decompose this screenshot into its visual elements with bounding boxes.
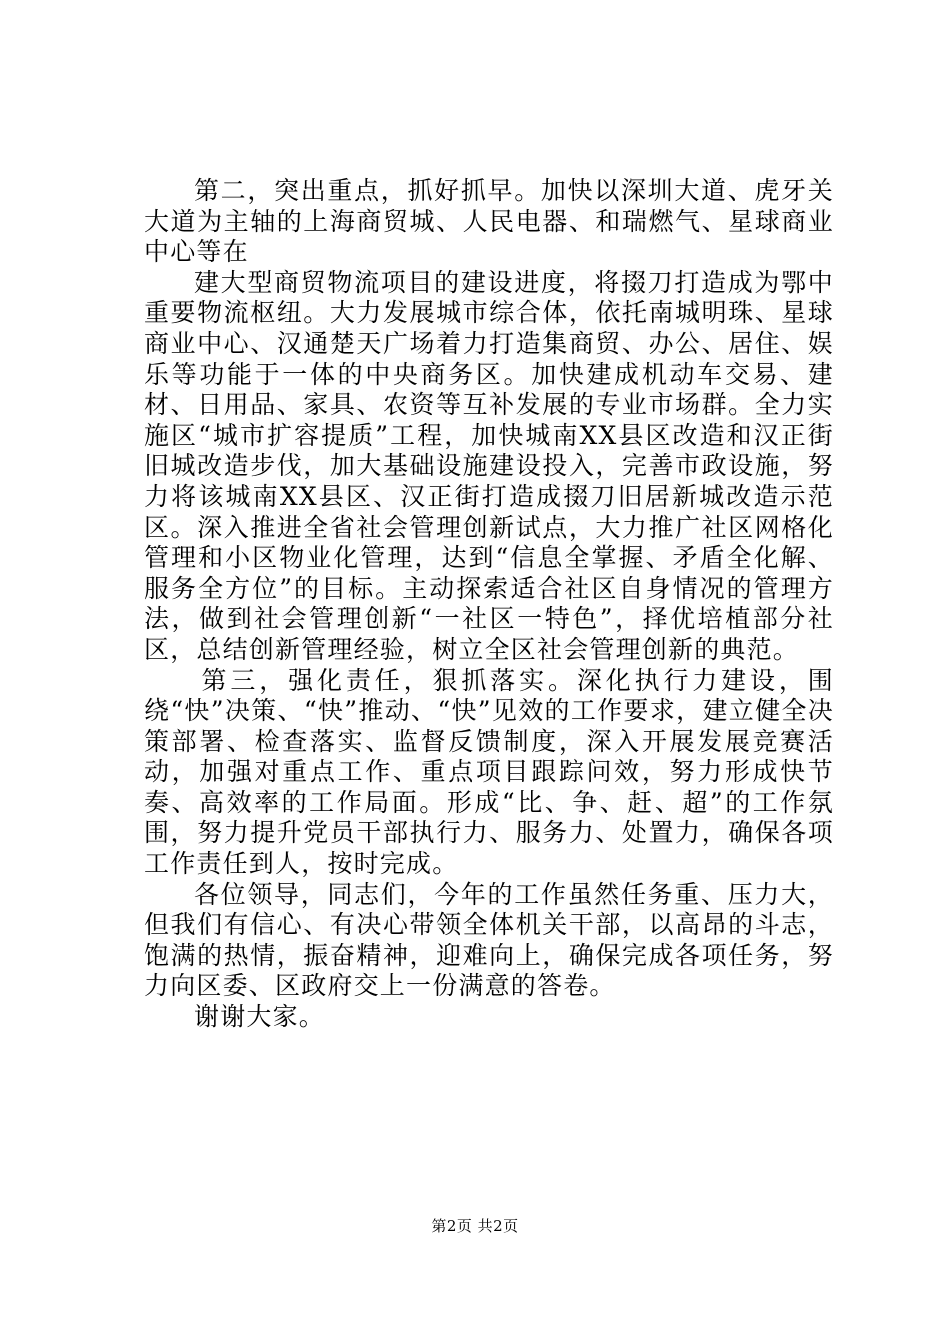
paragraph-second-point: 第二，突出重点，抓好抓早。加快以深圳大道、虎牙关大道为主轴的上海商贸城、人民电器、和瑞燃气、星球商业中心等在 bbox=[144, 176, 834, 267]
page-number-footer: 第2页 共2页 bbox=[431, 1217, 519, 1235]
paragraph-closing-remarks: 各位领导，同志们，今年的工作虽然任务重、压力大，但我们有信心、有决心带领全体机关干部，以高昂的斗志，饱满的热情，振奋精神，迎难向上，确保完成各项任务，努力向区委、区政府交上一份满意的答卷。 bbox=[144, 879, 834, 1001]
paragraph-third-point: 第三，强化责任，狠抓落实。深化执行力建设，围绕“快”决策、“快”推动、“快”见效的工作要求，建立健全决策部署、检查落实、监督反馈制度，深入开展发展竞赛活动，加强对重点工作、重点项目跟踪问效，努力形成快节奏、高效率的工作局面。形成“比、争、赶、超”的工作氛围，努力提升党员干部执行力、服务力、处置力，确保各项工作责任到人，按时完成。 bbox=[144, 665, 834, 879]
paragraph-thanks: 谢谢大家。 bbox=[194, 1002, 326, 1032]
paragraph-commercial-projects: 建大型商贸物流项目的建设进度，将掇刀打造成为鄂中重要物流枢纽。大力发展城市综合体，依托南城明珠、星球商业中心、汉通楚天广场着力打造集商贸、办公、居住、娱乐等功能于一体的中央商务区。加快建成机动车交易、建材、日用品、家具、农资等互补发展的专业市场群。全力实施区“城市扩容提质”工程，加快城南XX县区改造和汉正街旧城改造步伐，加大基础设施建设投入，完善市政设施，努力将该城南XX县区、汉正街打造成掇刀旧居新城改造示范区。深入推进全省社会管理创新试点，大力推广社区网格化管理和小区物业化管理，达到“信息全掌握、矛盾全化解、服务全方位”的目标。主动探索适合社区自身情况的管理方法，做到社会管理创新“一社区一特色”，择优培植部分社区，总结创新管理经验，树立全区社会管理创新的典范。 bbox=[144, 267, 834, 664]
document-body bbox=[144, 176, 834, 1033]
